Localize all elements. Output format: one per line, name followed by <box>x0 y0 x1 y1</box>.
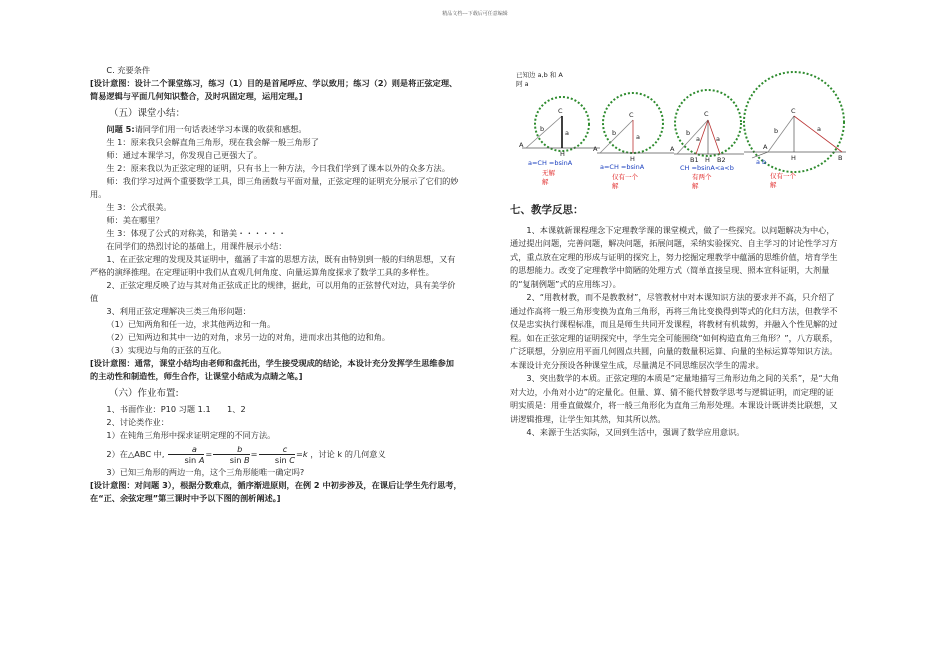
label-a-small-panel-4: a <box>756 158 760 166</box>
design-note-2: [设计意图：通常，课堂小结均由老师和盘托出，学生接受现成的结论，本设计充分发挥学生思维参加的主动性和制造性，师生合作，让课堂小结成为点睛之笔。] <box>90 358 454 381</box>
label-c-panel-2: C <box>629 111 634 119</box>
fraction-a-over-sinA: $\frac{a}{\text{sin A}}$ <box>168 444 204 465</box>
label-a-panel-4: a <box>817 125 821 133</box>
summary-3-2: （2）已知两边和其中一边的对角，求另一边的对角，进而求出其他的边和角。 <box>106 332 390 342</box>
label-b-panel-3: b <box>686 129 691 137</box>
label-c-panel-3: C <box>704 110 709 118</box>
summary-3-3: （3）实现边与角的正弦的互化。 <box>106 345 227 355</box>
label-H-panel-4: H <box>791 154 796 162</box>
homework-2-1: 1）在钝角三角形中探求证明定理的不同方法。 <box>106 430 276 440</box>
equals-sign: = <box>295 449 303 459</box>
caption2-panel-3: 解 <box>692 182 699 190</box>
equation-panel-1: a=CH =bsinA <box>528 159 573 167</box>
left-column <box>90 64 462 505</box>
caption2-panel-2: 解 <box>612 182 619 190</box>
fraction-b-over-sinB: $\frac{b}{\text{sin B}}$ <box>213 444 249 465</box>
student-2: 生 2：原来我以为正弦定理的证明，只有书上一种方法，今日我们学到了课本以外的众多方法。 <box>106 163 450 173</box>
caption2-panel-4: 解 <box>770 181 777 189</box>
side-b-panel-4 <box>768 116 794 152</box>
caption-panel-2: 仅有一个 <box>612 173 638 181</box>
label-b-panel-2: b <box>612 129 617 137</box>
label-H-panel-1: H <box>560 150 565 158</box>
label-b-panel-1: b <box>540 125 545 133</box>
homework-1: 1、书面作业：P10 习题 1.1 1、2 <box>106 404 246 414</box>
label-a1-panel-3: a <box>696 135 700 143</box>
figure-title: 已知边 a,b 和 A <box>516 71 563 79</box>
label-A-panel-3: A <box>670 145 675 153</box>
student-3b: 生 3：体现了公式的对称美，和谐美・・・・・・ <box>106 228 287 238</box>
right-column <box>510 204 840 440</box>
section-5-heading: （五）课堂小结： <box>109 108 186 119</box>
triangle-cases-figure <box>512 60 852 205</box>
equals-sign: = <box>205 449 213 459</box>
design-note-3: [设计意图：对问题 3），根据分数难点，循序渐进原则，在例 2 中初步涉及，在课后让学生先行思考，在“正、余弦定理”第三课时中予以下图的剖析阐述。] <box>90 480 462 503</box>
equation-panel-2: a=CH =bsinA <box>600 163 645 171</box>
fraction-c-over-sinC: $\frac{c}{\text{sin C}}$ <box>259 444 295 465</box>
label-A-panel-2: A <box>593 145 598 153</box>
label-A-panel-4: A <box>763 143 768 151</box>
student-3: 生 3：公式很美。 <box>106 202 172 212</box>
student-1: 生 1：原来我只会解直角三角形，现在我会解一般三角形了 <box>106 137 319 147</box>
caption-panel-3: 有两个 <box>692 173 712 181</box>
design-note-1: [设计意图：设计二个课堂练习，练习（1）目的是首尾呼应、学以致用；练习（2）则是将正弦定理、简易逻辑与平面几何知识整合，及时巩固定理，运用定理。] <box>90 78 458 101</box>
label-B2-panel-3: B2 <box>717 156 726 164</box>
homework-2-2-suffix: ，讨论 k 的几何意义 <box>310 449 386 459</box>
page-header: 精品文档---下载后可任意编辑 <box>442 11 508 17</box>
option-c: C. 充要条件 <box>106 65 151 75</box>
label-H-panel-3: H <box>705 156 710 164</box>
reflection-3: 3、突出数学的本质。正弦定理的本质是“定量地描写三角形边角之间的关系”，是“大角对大边，小角对小边”的定量化。但量、算、猜不能代替数学思考与逻辑证明，而定理的证明实质是：用垂直做媒介，将一般三角形化为直角三角形处理。本课设计既讲类比联想，又讲逻辑推理，让学生知其然，知其所以然。 <box>510 373 840 424</box>
section-6-heading: （六）作业布置: <box>109 388 179 399</box>
reflection-2: 2、“用教材教，而不是教教材”，尽管教材中对本课知识方法的要求并不高，只介绍了通过作高将一般三角形变换为直角三角形，再将三角比变换得到等式的化归方法，但教学不仅是忠实执行课程标准，而且是师生共同开发课程，将教材有机裁剪，并融入个性见解的过程。如在正弦定理的证明探究中，学生完全可能围绕“如何构造直角三角形？”，八方联系，广泛联想，分别应用平面几何圆点共圆，向量的数量积运算、向量的坐标运算等知识方法。本课设计充分预设各种课堂生成，尽量满足不同思维层次学生的需求。 <box>510 292 838 370</box>
homework-2: 2、讨论类作业： <box>106 417 169 427</box>
label-B-panel-4: B <box>838 154 843 162</box>
label-c-panel-1: C <box>558 107 563 115</box>
label-a-panel-1: a <box>565 129 569 137</box>
homework-2-2 <box>90 442 462 466</box>
summary-intro: 在同学们的热烈讨论的基础上，用课件展示小结： <box>106 241 287 251</box>
caption-panel-4: 仅有一个 <box>770 172 796 180</box>
section-7-heading: 七、教学反思： <box>510 204 584 216</box>
homework-2-3: 3）已知三角形的两边一角，这个三角形能唯一确定吗? <box>106 467 305 477</box>
figure-subtitle: 阿 a <box>516 80 529 88</box>
question-5 <box>90 123 462 136</box>
side-b-panel-3 <box>677 120 708 154</box>
label-A-panel-1: A <box>519 141 524 149</box>
label-a2-panel-3: a <box>716 135 720 143</box>
triangle-cases-svg <box>512 60 852 205</box>
equals-sign: = <box>250 449 258 459</box>
teacher-2: 师：我们学习过两个重要数学工具，即三角函数与平面对量，正弦定理的证明充分展示了它们的妙用。 <box>90 176 459 199</box>
reflection-4: 4、来源于生活实际，又回到生活中，强调了数学应用意识。 <box>526 427 745 437</box>
side-a-panel-4 <box>794 116 842 152</box>
teacher-1: 师：通过本课学习，你发现自己更强大了。 <box>106 150 262 160</box>
teacher-3: 师：美在哪里？ <box>106 215 164 225</box>
question-5-label: 问题 5: <box>106 124 135 134</box>
reflection-1: 1、本课就新课程理念下定理教学课的课堂模式，做了一些探究。以问题解决为中心，通过提出问题，完善问题，解决问题，拓展问题，采纳实验探究、自主学习的讨论性学习方式，重点放在定理的形成与证明的探究上，努力挖掘定理教学中蕴涵的思维价值，培育学生的思想能力。改变了定理教学中简陋的处理方式（简单直接呈现、照本宣科证明，大剂量的“复制例题”式的应用练习）。 <box>510 224 838 289</box>
constant-k: k <box>302 449 308 459</box>
question-5-text: 请同学们用一句话表述学习本课的收获和感想。 <box>134 124 307 134</box>
caption-panel-1: 无解 <box>542 169 555 177</box>
summary-1: 1、在正弦定理的发现及其证明中，蕴涵了丰富的思想方法，既有由特别到一般的归纳思想，又有严格的演绎推理。在定理证明中我们从直观几何角度、向量运算角度探求了数学工具的多样性。 <box>90 254 456 277</box>
equation-panel-3: CH =bsinA<a<b <box>680 164 734 172</box>
label-B1-panel-3: B1 <box>690 156 699 164</box>
summary-3-1: （1）已知两角和任一边，求其他两边和一角。 <box>106 319 276 329</box>
label-b-small-panel-4: b <box>762 158 767 166</box>
summary-3: 3、利用正弦定理解决三类三角形问题： <box>106 306 251 316</box>
label-c-panel-4: C <box>791 107 796 115</box>
summary-2: 2、正弦定理反映了边与其对角正弦成正比的规律，据此，可以用角的正弦替代对边，具有美学价值 <box>90 280 456 303</box>
caption2-panel-1: 解 <box>542 178 549 186</box>
label-H-panel-2: H <box>630 155 635 163</box>
homework-2-2-prefix: 2）在△ABC 中, <box>106 449 165 459</box>
label-b-panel-4: b <box>774 127 779 135</box>
label-a-panel-2: a <box>636 133 640 141</box>
